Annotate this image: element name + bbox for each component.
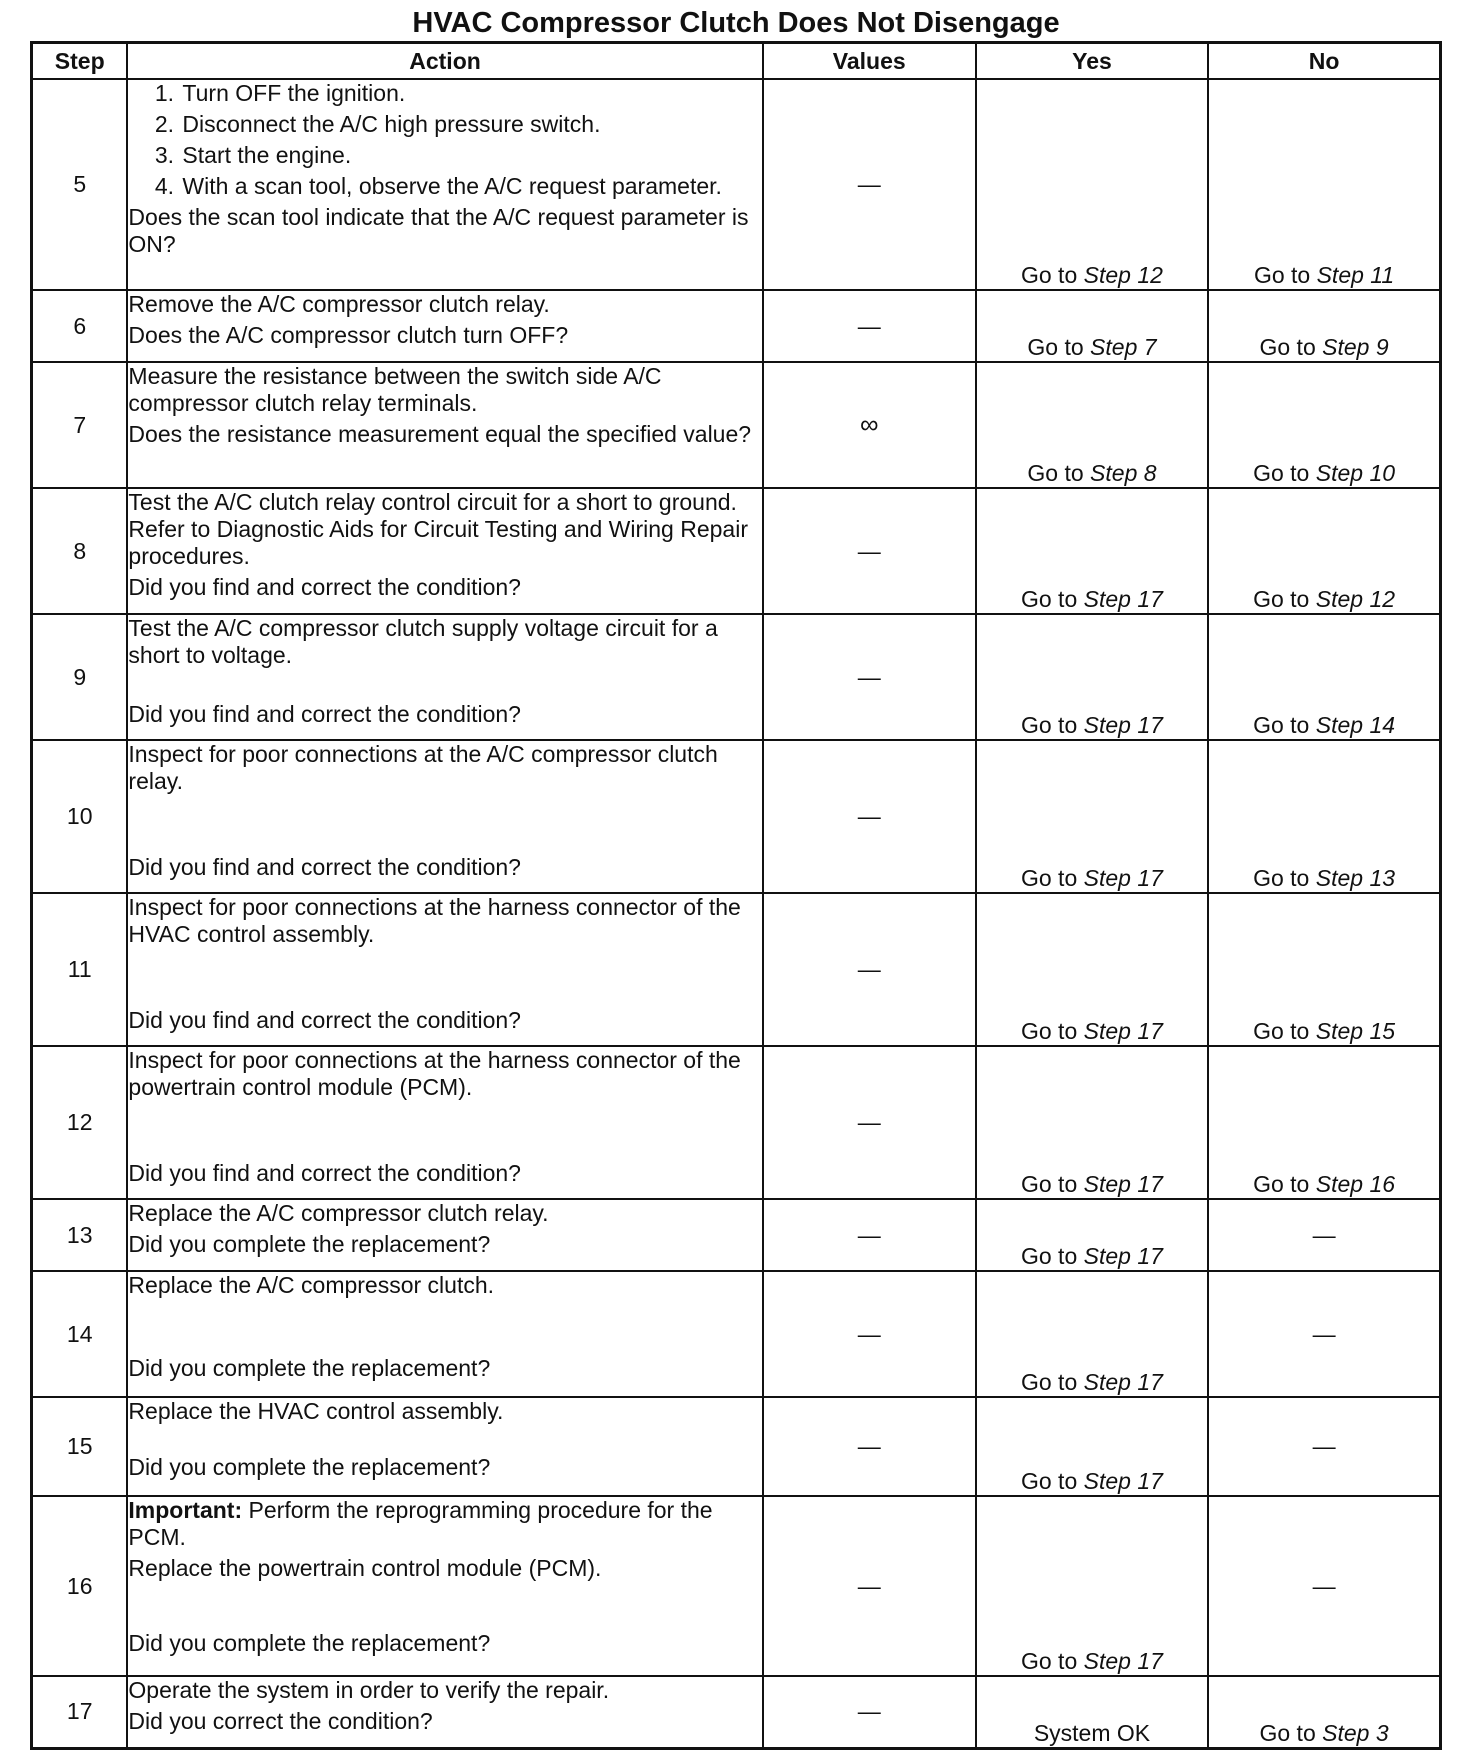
table-row	[32, 290, 1441, 362]
header-row	[32, 43, 1441, 80]
action-question: Does the scan tool indicate that the A/C request parameter is ON?	[128, 204, 749, 257]
yes-target: Step 17	[1083, 865, 1163, 891]
no-cell	[1208, 893, 1440, 1046]
dash-value: —	[857, 1221, 881, 1248]
no-cell	[1208, 79, 1440, 290]
goto-label: Go to	[1253, 262, 1311, 288]
step-number: 16	[32, 1496, 128, 1676]
yes-cell	[976, 1199, 1208, 1271]
value-cell	[763, 1199, 976, 1271]
dash-value: —	[857, 1109, 881, 1135]
value-cell	[763, 893, 976, 1046]
goto-label: Go to	[1020, 262, 1078, 288]
yes-cell	[976, 79, 1208, 290]
dash-value: —	[857, 1320, 881, 1347]
yes-cell	[976, 1676, 1208, 1748]
yes-target: Step 17	[1083, 586, 1163, 612]
action-text: Replace the A/C compressor clutch.	[128, 1272, 495, 1298]
yes-target: Step 8	[1090, 460, 1157, 486]
action-text: Operate the system in order to verify the repair.	[128, 1677, 610, 1703]
no-target: Step 3	[1322, 1719, 1389, 1746]
goto-label: Go to	[1020, 712, 1078, 738]
yes-cell	[976, 488, 1208, 614]
goto-label: Go to	[1020, 1243, 1078, 1269]
no-target: Step 13	[1315, 865, 1396, 891]
dash-value: —	[1312, 1572, 1336, 1599]
list-item: 4. With a scan tool, observe the A/C request parameter.	[180, 173, 761, 200]
yes-cell	[976, 614, 1208, 740]
action-cell	[127, 1271, 762, 1397]
yes-cell	[976, 893, 1208, 1046]
dash-value: —	[857, 1572, 881, 1599]
action-question: Did you find and correct the condition?	[128, 1007, 521, 1033]
action-cell	[127, 79, 762, 290]
table-row	[32, 488, 1441, 614]
action-list	[128, 80, 761, 200]
yes-target: Step 17	[1083, 1648, 1163, 1674]
action-question: Did you complete the replacement?	[128, 1630, 491, 1656]
goto-label: Go to	[1020, 586, 1078, 612]
action-cell	[127, 1496, 762, 1676]
goto-label: Go to	[1253, 1171, 1310, 1197]
yes-cell	[976, 1046, 1208, 1199]
no-cell	[1208, 614, 1440, 740]
goto-label: Go to	[1020, 1468, 1078, 1494]
no-cell	[1208, 740, 1440, 893]
dash-value: —	[857, 171, 881, 197]
yes-target: Step 17	[1083, 712, 1163, 738]
dash-value: —	[1312, 1433, 1336, 1459]
goto-label: Go to	[1253, 865, 1310, 891]
action-cell	[127, 614, 762, 740]
value-cell	[763, 1397, 976, 1496]
no-cell	[1208, 290, 1440, 362]
value-cell	[763, 614, 976, 740]
step-number: 10	[32, 740, 128, 893]
yes-cell	[976, 1397, 1208, 1496]
dash-value: —	[857, 537, 881, 564]
goto-label: Go to	[1253, 1018, 1310, 1044]
important-text: Perform the reprogramming procedure for the PCM.	[128, 1497, 713, 1550]
table-row	[32, 362, 1441, 488]
no-target: Step 14	[1315, 712, 1396, 738]
action-text: Inspect for poor connections at the A/C compressor clutch relay.	[128, 741, 718, 794]
no-cell	[1208, 1676, 1440, 1748]
no-target: Step 12	[1315, 586, 1396, 612]
action-cell	[127, 290, 762, 362]
action-text: Replace the HVAC control assembly.	[128, 1398, 504, 1424]
dash-value: —	[1312, 1221, 1336, 1248]
system-ok-text: System OK	[1033, 1719, 1151, 1746]
header-yes: Yes	[976, 43, 1208, 80]
table-row	[32, 1397, 1441, 1496]
action-question: Did you complete the replacement?	[128, 1454, 491, 1480]
table-row	[32, 1199, 1441, 1271]
action-question: Did you find and correct the condition?	[128, 701, 521, 727]
action-cell	[127, 1199, 762, 1271]
dash-value: —	[857, 1433, 881, 1459]
yes-target: Step 17	[1083, 1468, 1163, 1494]
goto-label: Go to	[1020, 1171, 1078, 1197]
action-text: Test the A/C compressor clutch supply voltage circuit for a short to voltage.	[128, 615, 718, 668]
table-row	[32, 1046, 1441, 1199]
no-cell	[1208, 1496, 1440, 1676]
action-question: Did you find and correct the condition?	[128, 1160, 521, 1186]
no-cell	[1208, 1397, 1440, 1496]
goto-label: Go to	[1020, 1369, 1078, 1395]
value-cell	[763, 740, 976, 893]
value-cell	[763, 1046, 976, 1199]
step-number: 9	[32, 614, 128, 740]
goto-label: Go to	[1253, 586, 1310, 612]
dash-value: —	[1312, 1320, 1336, 1347]
no-cell	[1208, 1199, 1440, 1271]
yes-target: Step 17	[1083, 1369, 1163, 1395]
yes-cell	[976, 362, 1208, 488]
value-cell	[763, 488, 976, 614]
step-number: 14	[32, 1271, 128, 1397]
dash-value: —	[857, 1698, 881, 1725]
header-step: Step	[32, 43, 128, 80]
value-cell	[763, 1271, 976, 1397]
no-target: Step 11	[1316, 262, 1395, 288]
list-item: 2. Disconnect the A/C high pressure switch.	[180, 111, 761, 138]
yes-target: Step 17	[1083, 1243, 1163, 1269]
action-text: Measure the resistance between the switch side A/C compressor clutch relay terminals.	[128, 363, 662, 416]
action-text: Replace the powertrain control module (PCM).	[128, 1555, 602, 1581]
no-target: Step 9	[1322, 334, 1389, 360]
list-item: 3. Start the engine.	[180, 142, 761, 169]
header-action: Action	[127, 43, 762, 80]
yes-target: Step 17	[1083, 1171, 1163, 1197]
no-cell	[1208, 488, 1440, 614]
table-row	[32, 1676, 1441, 1748]
action-question: Does the resistance measurement equal the specified value?	[128, 421, 752, 447]
action-question: Did you correct the condition?	[128, 1708, 433, 1734]
step-number: 11	[32, 893, 128, 1046]
value-cell	[763, 1496, 976, 1676]
action-text: Inspect for poor connections at the harness connector of the powertrain control module (PCM).	[128, 1047, 741, 1100]
goto-label: Go to	[1020, 865, 1078, 891]
infinity-value: ∞	[859, 409, 879, 439]
action-text: Inspect for poor connections at the harness connector of the HVAC control assembly.	[128, 894, 741, 947]
step-number: 15	[32, 1397, 128, 1496]
action-cell	[127, 488, 762, 614]
important-note	[128, 1497, 761, 1551]
action-cell	[127, 1046, 762, 1199]
table-row	[32, 79, 1441, 290]
action-cell	[127, 740, 762, 893]
action-text: Replace the A/C compressor clutch relay.	[128, 1200, 549, 1226]
action-question: Did you complete the replacement?	[128, 1355, 491, 1381]
important-label: Important:	[128, 1497, 243, 1523]
list-item: 1. Turn OFF the ignition.	[180, 80, 761, 107]
step-number: 6	[32, 290, 128, 362]
no-cell	[1208, 1271, 1440, 1397]
yes-cell	[976, 740, 1208, 893]
goto-label: Go to	[1020, 1648, 1078, 1674]
action-text: Test the A/C clutch relay control circuit for a short to ground. Refer to Diagnostic Aids for Circuit Testing and Wiring Repair procedures.	[128, 489, 748, 569]
table-row	[32, 893, 1441, 1046]
dash-value: —	[857, 956, 881, 982]
dash-value: —	[857, 312, 881, 339]
table-row	[32, 740, 1441, 893]
value-cell	[763, 1676, 976, 1748]
action-question: Did you find and correct the condition?	[128, 854, 521, 880]
action-cell	[127, 1676, 762, 1748]
step-number: 13	[32, 1199, 128, 1271]
dash-value: —	[857, 663, 881, 690]
yes-cell	[976, 1271, 1208, 1397]
value-cell	[763, 79, 976, 290]
yes-target: Step 17	[1083, 1018, 1163, 1044]
step-number: 17	[32, 1676, 128, 1748]
goto-label: Go to	[1020, 1018, 1078, 1044]
action-cell	[127, 893, 762, 1046]
value-cell	[763, 290, 976, 362]
action-text: Remove the A/C compressor clutch relay.	[128, 291, 550, 317]
yes-cell	[976, 290, 1208, 362]
procedure-table	[30, 41, 1442, 1750]
header-values: Values	[763, 43, 976, 80]
goto-label: Go to	[1253, 712, 1310, 738]
no-target: Step 10	[1315, 460, 1396, 486]
no-cell	[1208, 362, 1440, 488]
yes-target: Step 7	[1090, 334, 1157, 360]
value-cell	[763, 362, 976, 488]
no-target: Step 16	[1315, 1171, 1396, 1197]
goto-label: Go to	[1259, 334, 1316, 360]
action-cell	[127, 1397, 762, 1496]
no-cell	[1208, 1046, 1440, 1199]
table-row	[32, 614, 1441, 740]
yes-target: Step 12	[1083, 262, 1163, 288]
table-row	[32, 1271, 1441, 1397]
step-number: 5	[32, 79, 128, 290]
action-question: Did you complete the replacement?	[128, 1231, 491, 1257]
yes-cell	[976, 1496, 1208, 1676]
goto-label: Go to	[1259, 1719, 1316, 1746]
page-title: HVAC Compressor Clutch Does Not Disengage	[412, 7, 1060, 39]
header-no: No	[1208, 43, 1440, 80]
goto-label: Go to	[1253, 460, 1310, 486]
goto-label: Go to	[1027, 334, 1084, 360]
action-cell	[127, 362, 762, 488]
step-number: 7	[32, 362, 128, 488]
step-number: 12	[32, 1046, 128, 1199]
step-number: 8	[32, 488, 128, 614]
action-question: Did you find and correct the condition?	[128, 574, 521, 600]
no-target: Step 15	[1315, 1018, 1396, 1044]
table-row	[32, 1496, 1441, 1676]
dash-value: —	[857, 803, 881, 829]
action-question: Does the A/C compressor clutch turn OFF?	[128, 322, 569, 348]
goto-label: Go to	[1027, 460, 1084, 486]
